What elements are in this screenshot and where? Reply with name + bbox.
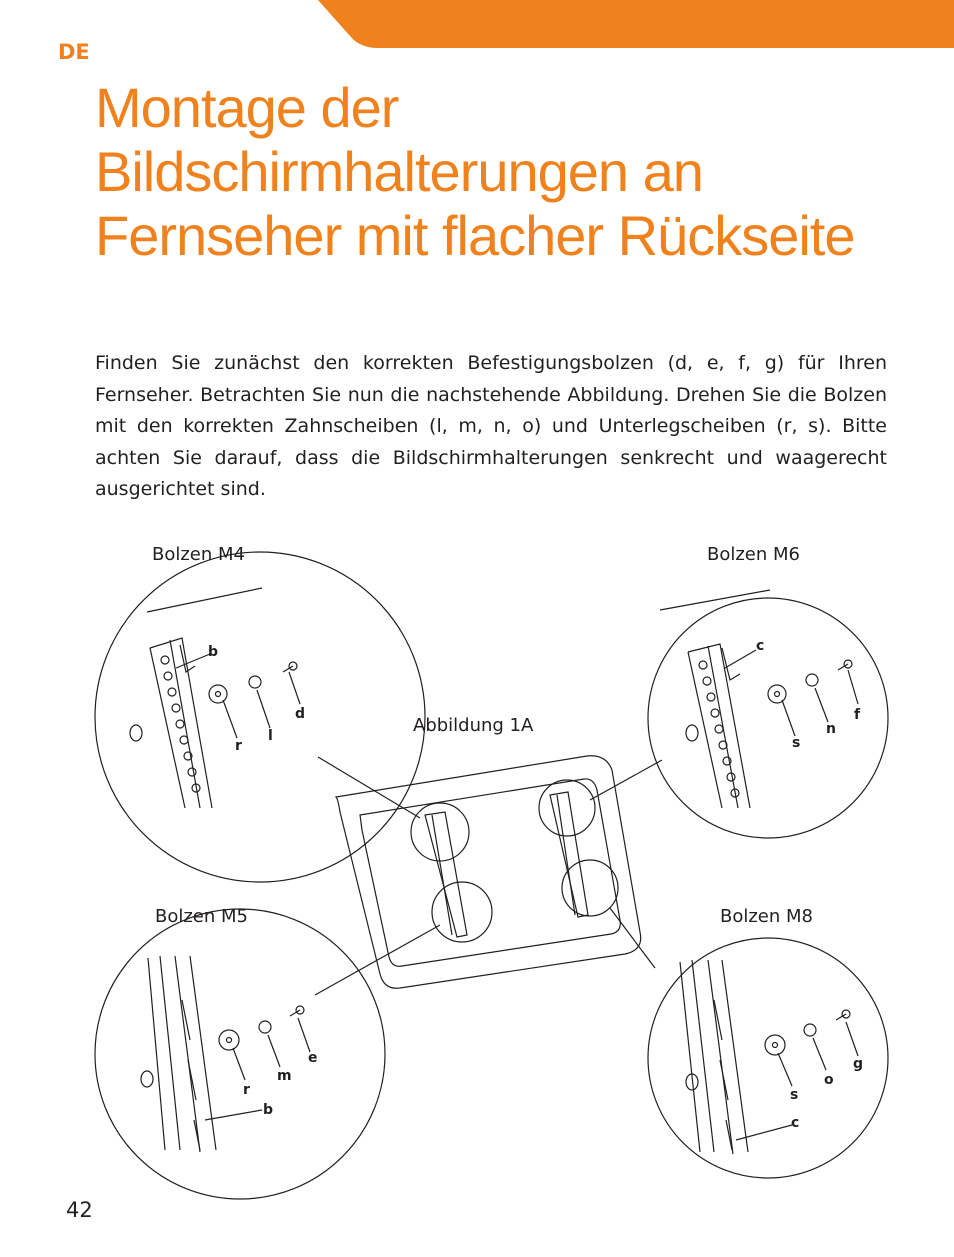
page-title: Montage der Bildschirmhalterungen an Fernseher mit flacher Rückseite	[95, 76, 855, 267]
label-m4-b: b	[208, 644, 219, 660]
label-m4-d: d	[295, 706, 306, 722]
label-m5-e: e	[308, 1050, 318, 1066]
label-m4-r: r	[235, 738, 242, 754]
label-m6-n: n	[826, 721, 836, 737]
label-m6-f: f	[854, 707, 861, 723]
intro-paragraph: Finden Sie zunächst den korrekten Befestigungsbolzen (d, e, f, g) für Ihren Fernseher. Betrachten Sie nun die nachstehende Abbildung. Drehen Sie die Bolzen mit den korrekten Zahnscheiben (l, m, n, o) und Unterlegscheiben (r, s). Bitte achten Sie darauf, dass die Bildschirmhalterungen senkrecht und waagerecht ausgerichtet sind.	[95, 352, 887, 500]
label-m6-c: c	[756, 638, 765, 654]
label-m8-c: c	[791, 1115, 800, 1131]
label-m5-r: r	[243, 1082, 250, 1098]
caption-bolt-m5: Bolzen M5	[155, 906, 248, 927]
language-label: DE	[58, 40, 90, 64]
figure-caption: Abbildung 1A	[413, 715, 534, 736]
label-m6-s: s	[792, 735, 801, 751]
label-m4-l: l	[268, 728, 273, 744]
label-m5-m: m	[277, 1068, 292, 1084]
caption-bolt-m8: Bolzen M8	[720, 906, 813, 927]
page-number: 42	[66, 1198, 93, 1222]
label-m8-o: o	[824, 1072, 834, 1088]
label-m8-g: g	[853, 1056, 864, 1072]
caption-bolt-m6: Bolzen M6	[707, 544, 800, 565]
label-m8-s: s	[790, 1087, 799, 1103]
label-m5-b: b	[263, 1102, 274, 1118]
caption-bolt-m4: Bolzen M4	[152, 544, 245, 565]
